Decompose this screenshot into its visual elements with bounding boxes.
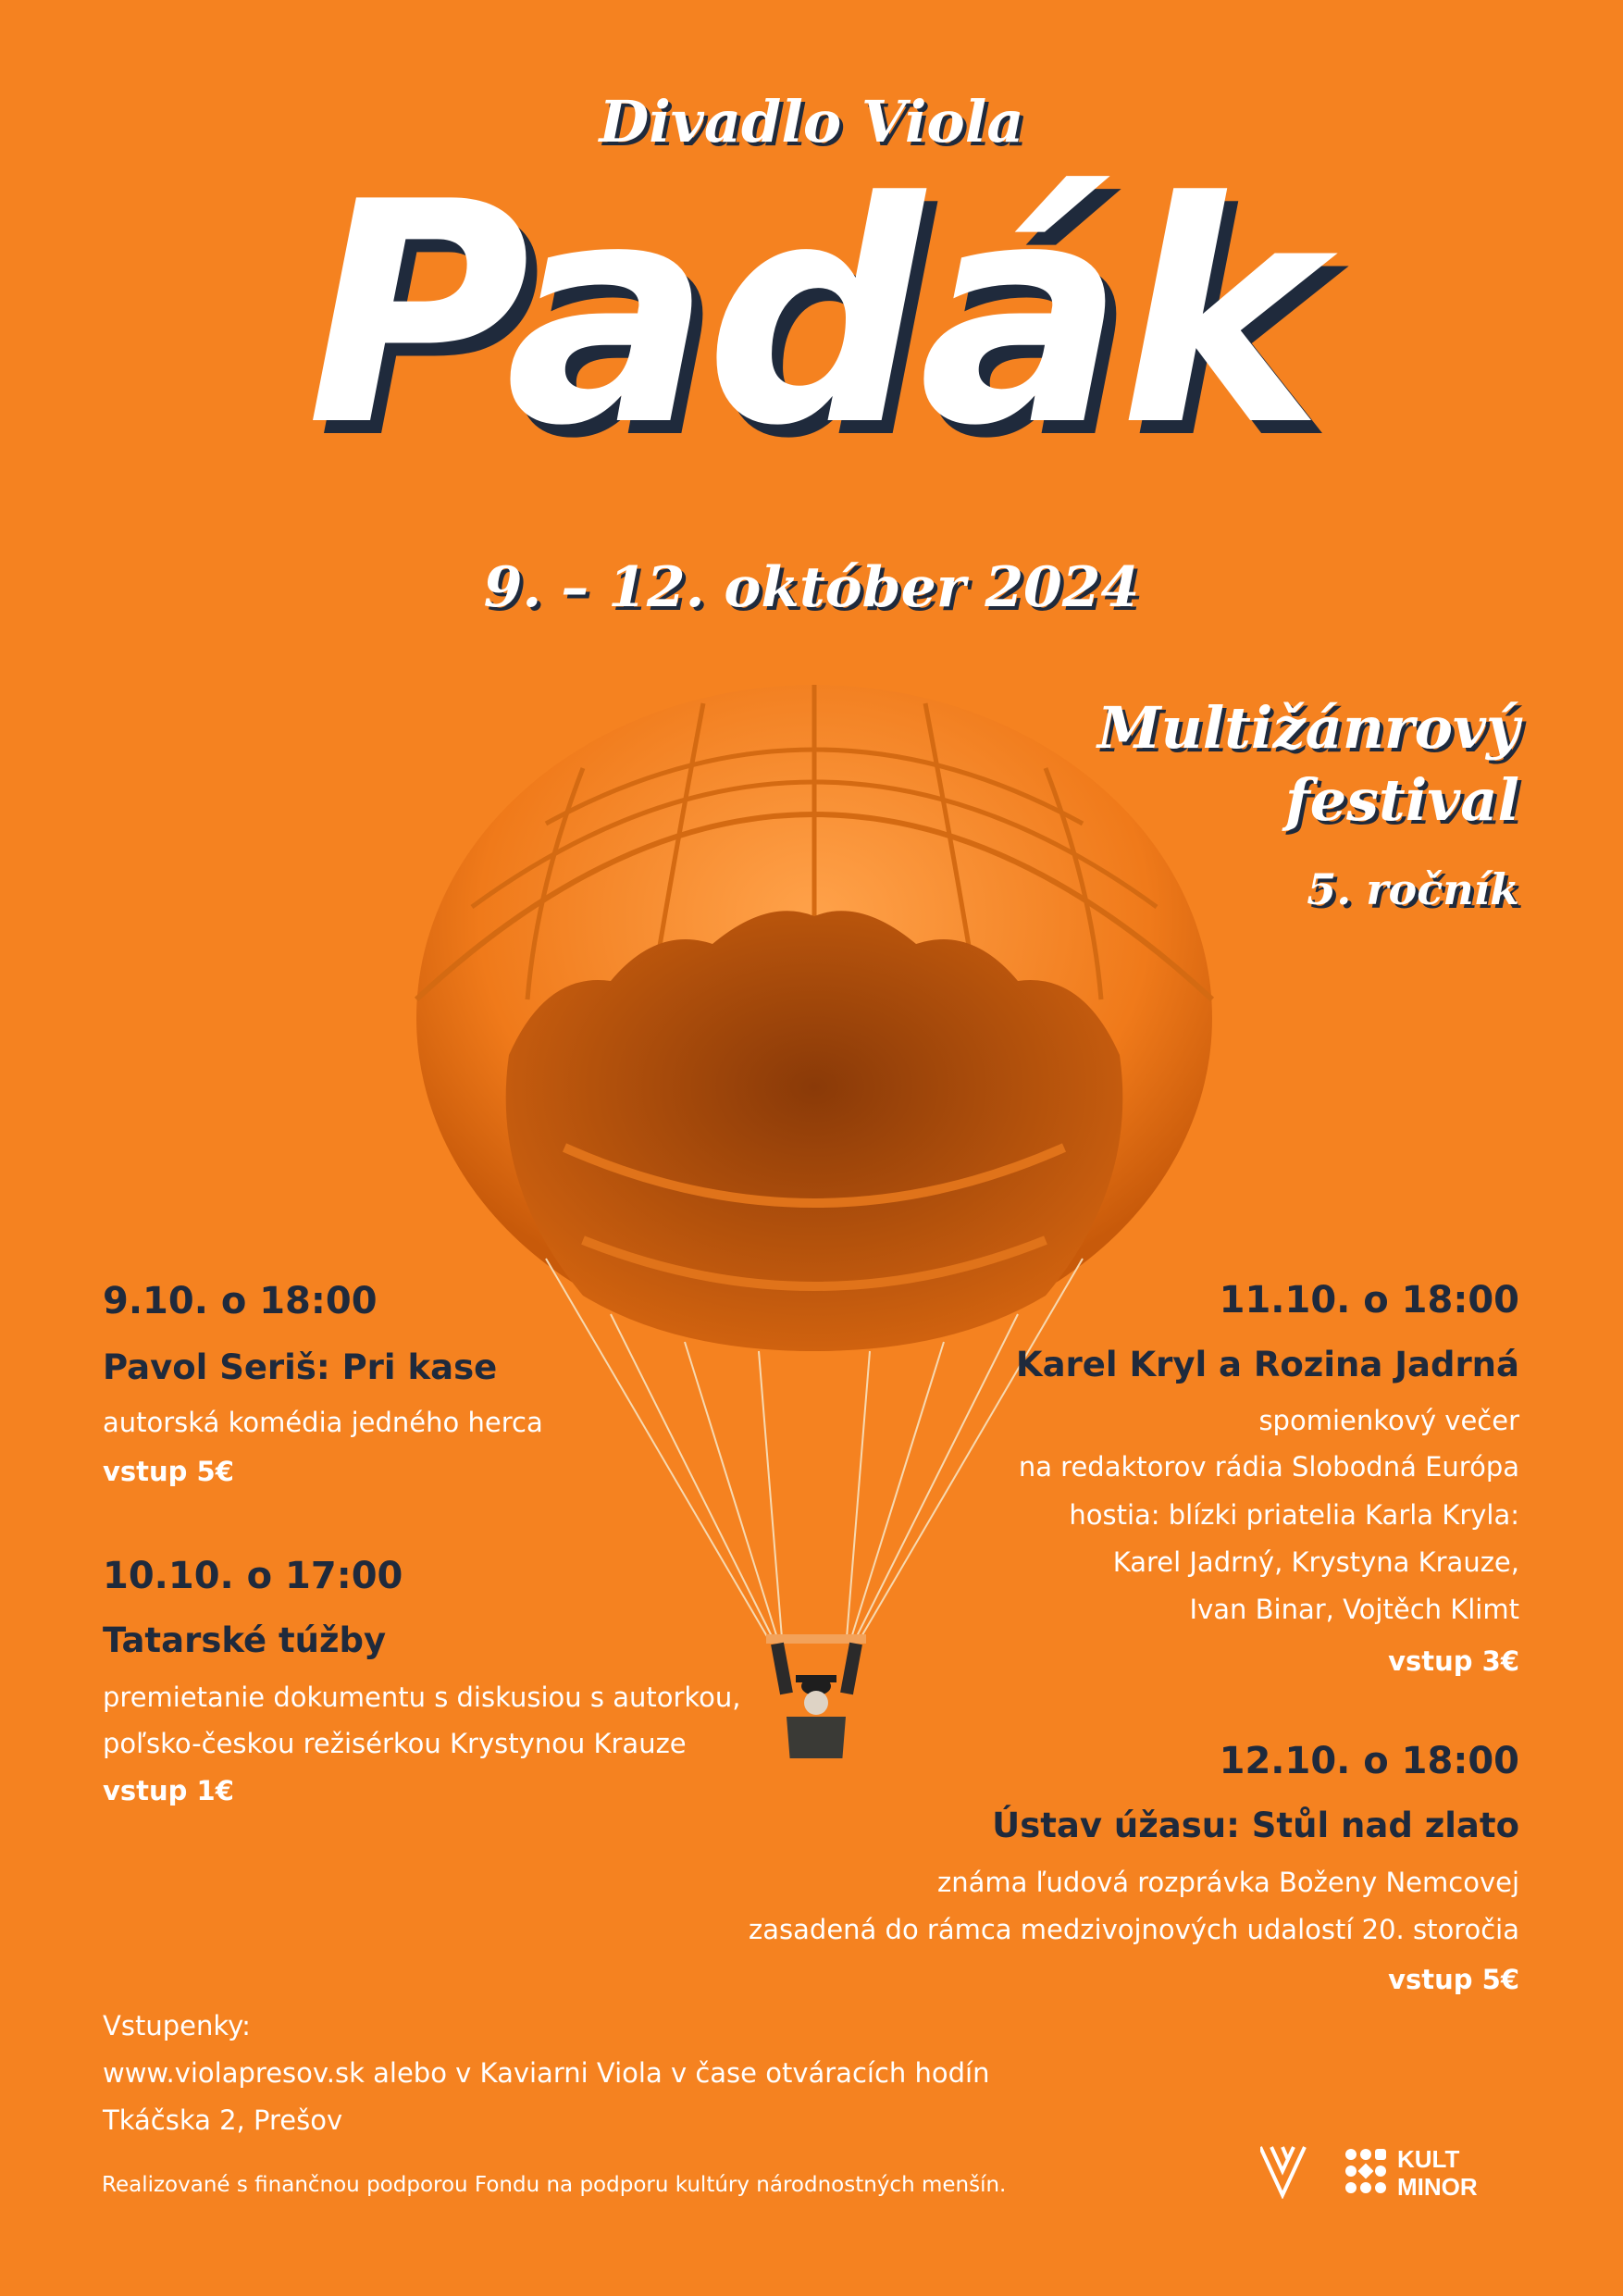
event-2-name: Tatarské túžby [103,1620,387,1660]
genre-line-2: festival [1285,766,1519,834]
event-4-date: 12.10. o 18:00 [1219,1740,1519,1782]
event-3-desc-1: spomienkový večer [1258,1405,1519,1436]
festival-dates: 9. – 12. október 2024 [483,555,1140,620]
event-4-name: Ústav úžasu: Stůl nad zlato [992,1806,1519,1845]
event-3-desc-4: Karel Jadrný, Krystyna Krauze, [1112,1546,1519,1578]
viola-logo [1260,2147,1305,2195]
event-2-desc-2: poľsko-českou režisérkou Krystynou Krauze [103,1728,687,1759]
event-3-price: vstup 3€ [1388,1645,1519,1677]
event-4-desc-1: známa ľudová rozprávka Boženy Nemcovej [937,1867,1519,1898]
venue-address: Tkáčska 2, Prešov [103,2104,343,2136]
logo-text-minor: MINOR [1397,2173,1478,2199]
logo-text-kult: KULT [1397,2145,1460,2173]
parachute-canopy [416,685,1212,1351]
festival-title: Padák [306,137,1317,492]
event-4-desc-2: zasadená do rámca medzivojnových udalostí 20. storočia [749,1914,1519,1945]
event-1-date: 9.10. o 18:00 [103,1280,378,1322]
event-2-desc-1: premietanie dokumentu s diskusiou s autorkou, [103,1682,741,1713]
event-1-desc-1: autorská komédia jedného herca [103,1407,543,1438]
tickets-label: Vstupenky: [103,2010,251,2042]
parachutist-figure [766,1634,866,1758]
event-2-date: 10.10. o 17:00 [103,1555,403,1597]
event-3-name: Karel Kryl a Rozina Jadrná [1015,1345,1519,1384]
event-3-desc-5: Ivan Binar, Vojtěch Klimt [1189,1594,1519,1625]
festival-edition: 5. ročník [1307,864,1519,914]
event-3-desc-2: na redaktorov rádia Slobodná Európa [1018,1451,1519,1483]
event-4-price: vstup 5€ [1388,1964,1519,1995]
event-1-price: vstup 5€ [103,1456,234,1487]
funding-credit: Realizované s finančnou podporou Fondu na podporu kultúry národnostných menšín. [102,2173,1007,2197]
event-1-name: Pavol Seriš: Pri kase [103,1347,498,1387]
sponsor-logos [1260,2143,1519,2199]
event-3-desc-3: hostia: blízki priatelia Karla Kryla: [1069,1499,1519,1531]
venue-name: Divadlo Viola [599,88,1024,155]
event-2-price: vstup 1€ [103,1775,234,1806]
event-3-date: 11.10. o 18:00 [1219,1279,1519,1322]
parachute-illustration [398,666,1231,1758]
kult-minor-logo-mark [1345,2149,1386,2193]
tickets-info: www.violapresov.sk alebo v Kaviarni Viola v čase otváracích hodín [103,2057,990,2089]
genre-line-1: Multižánrový [1097,694,1519,762]
